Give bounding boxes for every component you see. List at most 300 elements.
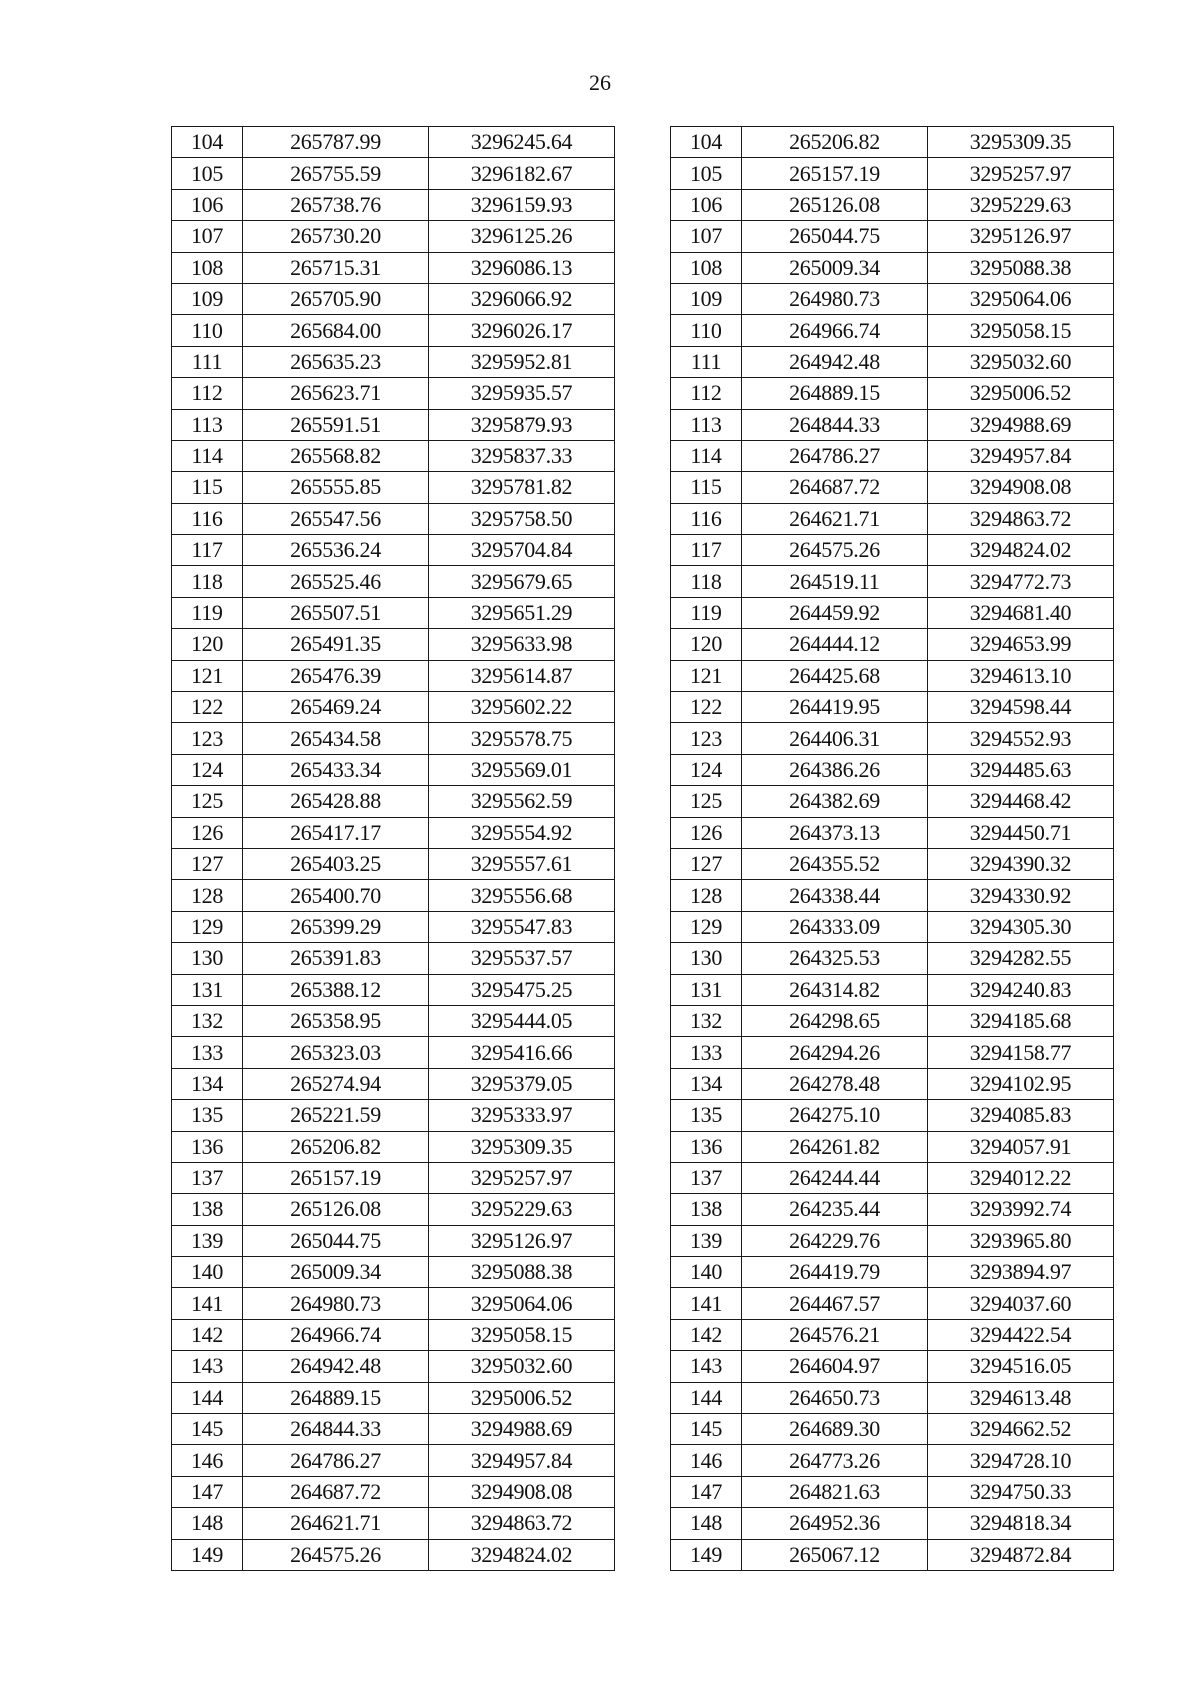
column-gap-cell: [615, 158, 671, 189]
table-row: [172, 346, 1114, 377]
table-row: [172, 660, 1114, 691]
table-row: [172, 880, 1114, 911]
column-gap-cell: [615, 692, 671, 723]
right-x-coordinate-cell: 264325.53: [742, 943, 928, 974]
right-x-coordinate-cell: 264333.09: [742, 911, 928, 942]
left-y-coordinate-cell: 3295952.81: [429, 346, 615, 377]
table-row: [172, 1131, 1114, 1162]
column-gap-cell: [615, 629, 671, 660]
left-point-number-cell: 109: [172, 283, 243, 314]
left-y-coordinate-cell: 3294957.84: [429, 1445, 615, 1476]
right-y-coordinate-cell: 3294330.92: [928, 880, 1114, 911]
left-x-coordinate-cell: 265536.24: [243, 535, 429, 566]
right-y-coordinate-cell: 3293965.80: [928, 1225, 1114, 1256]
right-y-coordinate-cell: 3294662.52: [928, 1414, 1114, 1445]
table-row: [172, 283, 1114, 314]
left-point-number-cell: 147: [172, 1476, 243, 1507]
right-x-coordinate-cell: 264229.76: [742, 1225, 928, 1256]
left-point-number-cell: 115: [172, 472, 243, 503]
column-gap-cell: [615, 660, 671, 691]
right-point-number-cell: 127: [671, 848, 742, 879]
right-point-number-cell: 148: [671, 1508, 742, 1539]
left-x-coordinate-cell: 264844.33: [243, 1414, 429, 1445]
table-row: [172, 1539, 1114, 1570]
left-x-coordinate-cell: 264942.48: [243, 1351, 429, 1382]
right-x-coordinate-cell: 265009.34: [742, 252, 928, 283]
table-row: [172, 189, 1114, 220]
table-row: [172, 440, 1114, 471]
left-x-coordinate-cell: 264621.71: [243, 1508, 429, 1539]
left-point-number-cell: 120: [172, 629, 243, 660]
right-y-coordinate-cell: 3294240.83: [928, 974, 1114, 1005]
right-x-coordinate-cell: 264406.31: [742, 723, 928, 754]
left-x-coordinate-cell: 265428.88: [243, 786, 429, 817]
right-y-coordinate-cell: 3293894.97: [928, 1257, 1114, 1288]
left-point-number-cell: 132: [172, 1005, 243, 1036]
left-x-coordinate-cell: 265403.25: [243, 848, 429, 879]
left-point-number-cell: 125: [172, 786, 243, 817]
table-row: [172, 974, 1114, 1005]
left-point-number-cell: 116: [172, 503, 243, 534]
column-gap-cell: [615, 1037, 671, 1068]
left-y-coordinate-cell: 3295781.82: [429, 472, 615, 503]
left-y-coordinate-cell: 3295032.60: [429, 1351, 615, 1382]
column-gap-cell: [615, 723, 671, 754]
left-point-number-cell: 112: [172, 378, 243, 409]
right-x-coordinate-cell: 264386.26: [742, 754, 928, 785]
right-x-coordinate-cell: 264689.30: [742, 1414, 928, 1445]
right-x-coordinate-cell: 264650.73: [742, 1382, 928, 1413]
right-point-number-cell: 130: [671, 943, 742, 974]
right-y-coordinate-cell: 3294102.95: [928, 1068, 1114, 1099]
table-row: [172, 943, 1114, 974]
left-point-number-cell: 130: [172, 943, 243, 974]
column-gap-cell: [615, 1162, 671, 1193]
left-y-coordinate-cell: 3296182.67: [429, 158, 615, 189]
left-y-coordinate-cell: 3295556.68: [429, 880, 615, 911]
left-x-coordinate-cell: 265547.56: [243, 503, 429, 534]
left-y-coordinate-cell: 3295006.52: [429, 1382, 615, 1413]
right-point-number-cell: 134: [671, 1068, 742, 1099]
table-row: [172, 1005, 1114, 1036]
column-gap-cell: [615, 1288, 671, 1319]
right-x-coordinate-cell: 264235.44: [742, 1194, 928, 1225]
left-x-coordinate-cell: 265469.24: [243, 692, 429, 723]
column-gap-cell: [615, 189, 671, 220]
right-y-coordinate-cell: 3293992.74: [928, 1194, 1114, 1225]
left-x-coordinate-cell: 265400.70: [243, 880, 429, 911]
right-y-coordinate-cell: 3294485.63: [928, 754, 1114, 785]
table-row: [172, 252, 1114, 283]
left-x-coordinate-cell: 265568.82: [243, 440, 429, 471]
left-x-coordinate-cell: 265323.03: [243, 1037, 429, 1068]
table-row: [172, 1508, 1114, 1539]
left-y-coordinate-cell: 3296026.17: [429, 315, 615, 346]
left-point-number-cell: 127: [172, 848, 243, 879]
left-point-number-cell: 142: [172, 1319, 243, 1350]
right-x-coordinate-cell: 264444.12: [742, 629, 928, 660]
left-point-number-cell: 136: [172, 1131, 243, 1162]
right-x-coordinate-cell: 264261.82: [742, 1131, 928, 1162]
page-number: 26: [589, 70, 611, 95]
column-gap-cell: [615, 943, 671, 974]
column-gap-cell: [615, 1319, 671, 1350]
left-x-coordinate-cell: 265755.59: [243, 158, 429, 189]
left-point-number-cell: 149: [172, 1539, 243, 1570]
left-point-number-cell: 111: [172, 346, 243, 377]
right-x-coordinate-cell: 264604.97: [742, 1351, 928, 1382]
right-y-coordinate-cell: 3294037.60: [928, 1288, 1114, 1319]
right-x-coordinate-cell: 264687.72: [742, 472, 928, 503]
right-y-coordinate-cell: 3294957.84: [928, 440, 1114, 471]
left-point-number-cell: 137: [172, 1162, 243, 1193]
right-point-number-cell: 114: [671, 440, 742, 471]
column-gap-cell: [615, 127, 671, 158]
column-gap-cell: [615, 1005, 671, 1036]
left-x-coordinate-cell: 265715.31: [243, 252, 429, 283]
left-y-coordinate-cell: 3295333.97: [429, 1100, 615, 1131]
right-y-coordinate-cell: 3294824.02: [928, 535, 1114, 566]
right-y-coordinate-cell: 3294057.91: [928, 1131, 1114, 1162]
right-point-number-cell: 110: [671, 315, 742, 346]
right-point-number-cell: 140: [671, 1257, 742, 1288]
left-x-coordinate-cell: 265391.83: [243, 943, 429, 974]
right-y-coordinate-cell: 3294450.71: [928, 817, 1114, 848]
left-x-coordinate-cell: 265433.34: [243, 754, 429, 785]
table-row: [172, 1100, 1114, 1131]
table-row: [172, 597, 1114, 628]
column-gap-cell: [615, 848, 671, 879]
table-row: [172, 1068, 1114, 1099]
right-y-coordinate-cell: 3295058.15: [928, 315, 1114, 346]
left-x-coordinate-cell: 265434.58: [243, 723, 429, 754]
table-row: [172, 472, 1114, 503]
right-y-coordinate-cell: 3294468.42: [928, 786, 1114, 817]
left-y-coordinate-cell: 3294824.02: [429, 1539, 615, 1570]
column-gap-cell: [615, 221, 671, 252]
column-gap-cell: [615, 1445, 671, 1476]
column-gap-cell: [615, 440, 671, 471]
left-y-coordinate-cell: 3295633.98: [429, 629, 615, 660]
table-row: [172, 503, 1114, 534]
left-x-coordinate-cell: 265730.20: [243, 221, 429, 252]
right-x-coordinate-cell: 264467.57: [742, 1288, 928, 1319]
right-x-coordinate-cell: 264294.26: [742, 1037, 928, 1068]
left-y-coordinate-cell: 3296125.26: [429, 221, 615, 252]
left-y-coordinate-cell: 3295444.05: [429, 1005, 615, 1036]
table-row: [172, 1445, 1114, 1476]
right-y-coordinate-cell: 3294305.30: [928, 911, 1114, 942]
right-x-coordinate-cell: 264576.21: [742, 1319, 928, 1350]
left-point-number-cell: 141: [172, 1288, 243, 1319]
left-y-coordinate-cell: 3295309.35: [429, 1131, 615, 1162]
right-point-number-cell: 124: [671, 754, 742, 785]
left-y-coordinate-cell: 3295679.65: [429, 566, 615, 597]
table-row: [172, 1319, 1114, 1350]
right-y-coordinate-cell: 3294681.40: [928, 597, 1114, 628]
table-row: [172, 409, 1114, 440]
left-x-coordinate-cell: 265555.85: [243, 472, 429, 503]
left-x-coordinate-cell: 265623.71: [243, 378, 429, 409]
column-gap-cell: [615, 1257, 671, 1288]
right-y-coordinate-cell: 3295126.97: [928, 221, 1114, 252]
left-point-number-cell: 126: [172, 817, 243, 848]
left-x-coordinate-cell: 265157.19: [243, 1162, 429, 1193]
right-y-coordinate-cell: 3295006.52: [928, 378, 1114, 409]
left-x-coordinate-cell: 265358.95: [243, 1005, 429, 1036]
left-y-coordinate-cell: 3295578.75: [429, 723, 615, 754]
left-y-coordinate-cell: 3295651.29: [429, 597, 615, 628]
right-point-number-cell: 125: [671, 786, 742, 817]
table-row: [172, 1194, 1114, 1225]
left-y-coordinate-cell: 3295058.15: [429, 1319, 615, 1350]
left-y-coordinate-cell: 3295704.84: [429, 535, 615, 566]
left-x-coordinate-cell: 265684.00: [243, 315, 429, 346]
left-point-number-cell: 121: [172, 660, 243, 691]
right-x-coordinate-cell: 264844.33: [742, 409, 928, 440]
right-y-coordinate-cell: 3294772.73: [928, 566, 1114, 597]
right-point-number-cell: 126: [671, 817, 742, 848]
column-gap-cell: [615, 1476, 671, 1507]
right-x-coordinate-cell: 264889.15: [742, 378, 928, 409]
left-x-coordinate-cell: 264966.74: [243, 1319, 429, 1350]
right-x-coordinate-cell: 264786.27: [742, 440, 928, 471]
column-gap-cell: [615, 409, 671, 440]
table-row: [172, 786, 1114, 817]
left-point-number-cell: 144: [172, 1382, 243, 1413]
right-point-number-cell: 142: [671, 1319, 742, 1350]
column-gap-cell: [615, 1351, 671, 1382]
right-x-coordinate-cell: 264338.44: [742, 880, 928, 911]
column-gap-cell: [615, 786, 671, 817]
table-row: [172, 378, 1114, 409]
left-y-coordinate-cell: 3295935.57: [429, 378, 615, 409]
right-y-coordinate-cell: 3294750.33: [928, 1476, 1114, 1507]
left-y-coordinate-cell: 3295602.22: [429, 692, 615, 723]
table-row: [172, 629, 1114, 660]
right-x-coordinate-cell: 264980.73: [742, 283, 928, 314]
left-y-coordinate-cell: 3295126.97: [429, 1225, 615, 1256]
right-y-coordinate-cell: 3295229.63: [928, 189, 1114, 220]
right-point-number-cell: 132: [671, 1005, 742, 1036]
right-point-number-cell: 138: [671, 1194, 742, 1225]
left-x-coordinate-cell: 264687.72: [243, 1476, 429, 1507]
left-point-number-cell: 123: [172, 723, 243, 754]
right-point-number-cell: 139: [671, 1225, 742, 1256]
table-row: [172, 1162, 1114, 1193]
left-point-number-cell: 128: [172, 880, 243, 911]
left-y-coordinate-cell: 3295547.83: [429, 911, 615, 942]
right-x-coordinate-cell: 264575.26: [742, 535, 928, 566]
column-gap-cell: [615, 1414, 671, 1445]
right-y-coordinate-cell: 3294012.22: [928, 1162, 1114, 1193]
right-point-number-cell: 141: [671, 1288, 742, 1319]
right-x-coordinate-cell: 264821.63: [742, 1476, 928, 1507]
left-y-coordinate-cell: 3296066.92: [429, 283, 615, 314]
left-x-coordinate-cell: 265738.76: [243, 189, 429, 220]
left-y-coordinate-cell: 3294988.69: [429, 1414, 615, 1445]
column-gap-cell: [615, 1068, 671, 1099]
left-y-coordinate-cell: 3295475.25: [429, 974, 615, 1005]
right-point-number-cell: 135: [671, 1100, 742, 1131]
right-point-number-cell: 136: [671, 1131, 742, 1162]
right-x-coordinate-cell: 265206.82: [742, 127, 928, 158]
left-point-number-cell: 114: [172, 440, 243, 471]
right-x-coordinate-cell: 264942.48: [742, 346, 928, 377]
left-y-coordinate-cell: 3294863.72: [429, 1508, 615, 1539]
right-y-coordinate-cell: 3294390.32: [928, 848, 1114, 879]
right-point-number-cell: 120: [671, 629, 742, 660]
left-point-number-cell: 131: [172, 974, 243, 1005]
left-point-number-cell: 140: [172, 1257, 243, 1288]
right-y-coordinate-cell: 3294818.34: [928, 1508, 1114, 1539]
right-point-number-cell: 105: [671, 158, 742, 189]
right-x-coordinate-cell: 264382.69: [742, 786, 928, 817]
left-point-number-cell: 110: [172, 315, 243, 346]
right-point-number-cell: 145: [671, 1414, 742, 1445]
left-point-number-cell: 122: [172, 692, 243, 723]
right-point-number-cell: 108: [671, 252, 742, 283]
table-row: [172, 1476, 1114, 1507]
right-y-coordinate-cell: 3294158.77: [928, 1037, 1114, 1068]
right-x-coordinate-cell: 264519.11: [742, 566, 928, 597]
left-point-number-cell: 146: [172, 1445, 243, 1476]
left-point-number-cell: 107: [172, 221, 243, 252]
right-y-coordinate-cell: 3294613.48: [928, 1382, 1114, 1413]
column-gap-cell: [615, 315, 671, 346]
column-gap-cell: [615, 283, 671, 314]
right-y-coordinate-cell: 3294728.10: [928, 1445, 1114, 1476]
left-x-coordinate-cell: 265009.34: [243, 1257, 429, 1288]
right-y-coordinate-cell: 3295309.35: [928, 127, 1114, 158]
left-point-number-cell: 119: [172, 597, 243, 628]
table-row: [172, 535, 1114, 566]
right-x-coordinate-cell: 264621.71: [742, 503, 928, 534]
right-point-number-cell: 149: [671, 1539, 742, 1570]
left-x-coordinate-cell: 264575.26: [243, 1539, 429, 1570]
left-point-number-cell: 113: [172, 409, 243, 440]
column-gap-cell: [615, 974, 671, 1005]
right-point-number-cell: 107: [671, 221, 742, 252]
right-y-coordinate-cell: 3295088.38: [928, 252, 1114, 283]
left-point-number-cell: 135: [172, 1100, 243, 1131]
right-point-number-cell: 144: [671, 1382, 742, 1413]
left-point-number-cell: 145: [172, 1414, 243, 1445]
left-x-coordinate-cell: 265591.51: [243, 409, 429, 440]
right-point-number-cell: 121: [671, 660, 742, 691]
right-x-coordinate-cell: 264373.13: [742, 817, 928, 848]
right-y-coordinate-cell: 3294185.68: [928, 1005, 1114, 1036]
left-y-coordinate-cell: 3295537.57: [429, 943, 615, 974]
left-y-coordinate-cell: 3296159.93: [429, 189, 615, 220]
column-gap-cell: [615, 472, 671, 503]
right-x-coordinate-cell: 264275.10: [742, 1100, 928, 1131]
table-row: [172, 692, 1114, 723]
table-row: [172, 1257, 1114, 1288]
table-row: [172, 1351, 1114, 1382]
left-point-number-cell: 104: [172, 127, 243, 158]
left-y-coordinate-cell: 3295064.06: [429, 1288, 615, 1319]
right-y-coordinate-cell: 3294908.08: [928, 472, 1114, 503]
left-x-coordinate-cell: 264980.73: [243, 1288, 429, 1319]
column-gap-cell: [615, 1131, 671, 1162]
right-x-coordinate-cell: 264298.65: [742, 1005, 928, 1036]
column-gap-cell: [615, 880, 671, 911]
left-x-coordinate-cell: 265221.59: [243, 1100, 429, 1131]
coordinates-table: [171, 126, 1114, 1571]
left-point-number-cell: 129: [172, 911, 243, 942]
left-y-coordinate-cell: 3295257.97: [429, 1162, 615, 1193]
right-y-coordinate-cell: 3294422.54: [928, 1319, 1114, 1350]
right-y-coordinate-cell: 3294552.93: [928, 723, 1114, 754]
left-y-coordinate-cell: 3295879.93: [429, 409, 615, 440]
table-row: [172, 754, 1114, 785]
left-x-coordinate-cell: 265126.08: [243, 1194, 429, 1225]
left-point-number-cell: 118: [172, 566, 243, 597]
left-point-number-cell: 143: [172, 1351, 243, 1382]
table-row: [172, 1037, 1114, 1068]
right-point-number-cell: 118: [671, 566, 742, 597]
left-x-coordinate-cell: 265635.23: [243, 346, 429, 377]
right-point-number-cell: 147: [671, 1476, 742, 1507]
left-x-coordinate-cell: 265417.17: [243, 817, 429, 848]
right-point-number-cell: 123: [671, 723, 742, 754]
column-gap-cell: [615, 597, 671, 628]
left-x-coordinate-cell: 265507.51: [243, 597, 429, 628]
left-point-number-cell: 138: [172, 1194, 243, 1225]
right-point-number-cell: 143: [671, 1351, 742, 1382]
right-y-coordinate-cell: 3294988.69: [928, 409, 1114, 440]
right-x-coordinate-cell: 264419.79: [742, 1257, 928, 1288]
left-y-coordinate-cell: 3295569.01: [429, 754, 615, 785]
column-gap-cell: [615, 1100, 671, 1131]
left-y-coordinate-cell: 3295837.33: [429, 440, 615, 471]
right-y-coordinate-cell: 3294613.10: [928, 660, 1114, 691]
left-point-number-cell: 117: [172, 535, 243, 566]
column-gap-cell: [615, 754, 671, 785]
right-x-coordinate-cell: 265067.12: [742, 1539, 928, 1570]
right-y-coordinate-cell: 3294085.83: [928, 1100, 1114, 1131]
left-point-number-cell: 139: [172, 1225, 243, 1256]
table-row: [172, 848, 1114, 879]
right-point-number-cell: 122: [671, 692, 742, 723]
right-y-coordinate-cell: 3295064.06: [928, 283, 1114, 314]
right-x-coordinate-cell: 264419.95: [742, 692, 928, 723]
table-row: [172, 911, 1114, 942]
right-point-number-cell: 119: [671, 597, 742, 628]
right-point-number-cell: 131: [671, 974, 742, 1005]
left-x-coordinate-cell: 265044.75: [243, 1225, 429, 1256]
right-y-coordinate-cell: 3294516.05: [928, 1351, 1114, 1382]
right-point-number-cell: 128: [671, 880, 742, 911]
left-x-coordinate-cell: 265787.99: [243, 127, 429, 158]
right-point-number-cell: 115: [671, 472, 742, 503]
left-y-coordinate-cell: 3294908.08: [429, 1476, 615, 1507]
right-point-number-cell: 146: [671, 1445, 742, 1476]
right-point-number-cell: 104: [671, 127, 742, 158]
right-x-coordinate-cell: 264355.52: [742, 848, 928, 879]
column-gap-cell: [615, 1539, 671, 1570]
table-row: [172, 127, 1114, 158]
column-gap-cell: [615, 911, 671, 942]
right-point-number-cell: 109: [671, 283, 742, 314]
left-x-coordinate-cell: 264889.15: [243, 1382, 429, 1413]
right-x-coordinate-cell: 265126.08: [742, 189, 928, 220]
table-row: [172, 723, 1114, 754]
right-point-number-cell: 133: [671, 1037, 742, 1068]
left-y-coordinate-cell: 3295416.66: [429, 1037, 615, 1068]
right-x-coordinate-cell: 264773.26: [742, 1445, 928, 1476]
